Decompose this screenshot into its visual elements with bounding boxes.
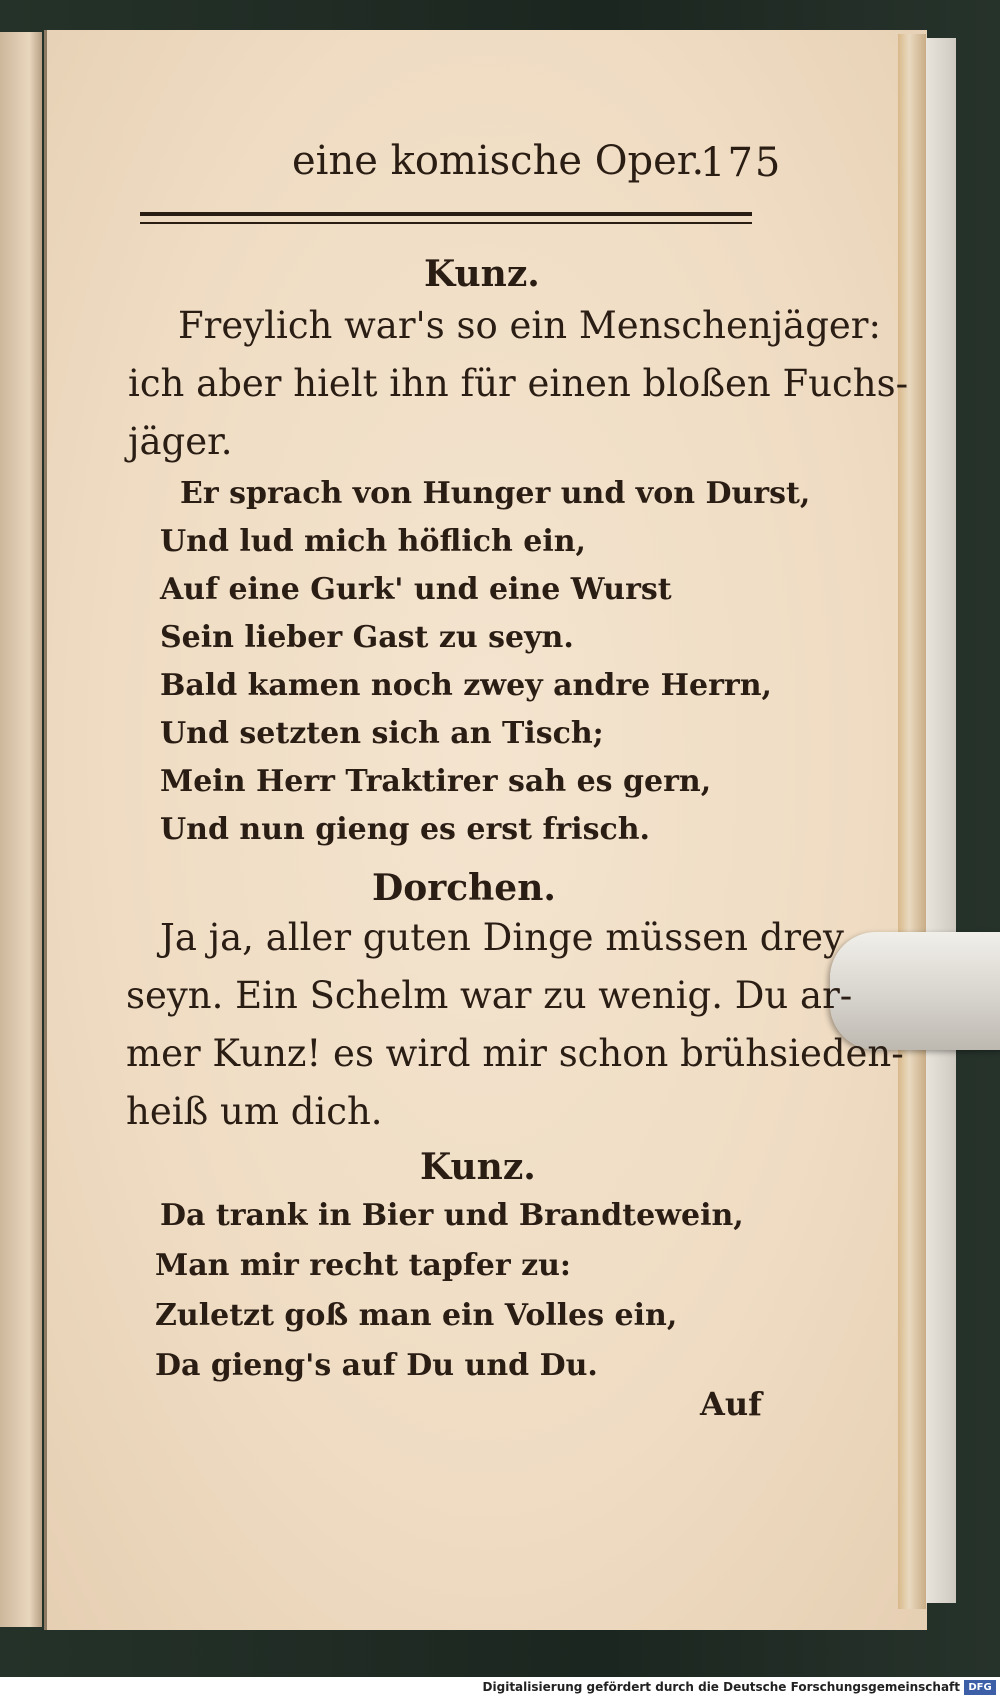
prose-line-7: heiß um dich.	[126, 1090, 383, 1133]
speaker-kunz-1: Kunz.	[424, 253, 540, 295]
verse-line-5: Bald kamen noch zwey andre Herrn,	[160, 668, 772, 703]
running-title: eine komische Oper.	[292, 138, 705, 184]
prose-line-4: Ja ja, aller guten Dinge müssen drey	[160, 916, 844, 959]
verse-line-1: Er sprach von Hunger und von Durst,	[180, 476, 811, 511]
prose-line-5: seyn. Ein Schelm war zu wenig. Du ar-	[126, 974, 853, 1017]
footer-credit: Digitalisierung gefördert durch die Deutsche Forschungsgemeinschaft	[482, 1680, 960, 1694]
verse-line-3: Auf eine Gurk' und eine Wurst	[160, 572, 672, 607]
cover-edge	[926, 38, 956, 1603]
speaker-dorchen: Dorchen.	[372, 867, 556, 909]
catchword: Auf	[700, 1385, 762, 1423]
verse-line-10: Man mir recht tapfer zu:	[155, 1248, 572, 1283]
verse-line-7: Mein Herr Traktirer sah es gern,	[160, 764, 712, 799]
page-number: 175	[700, 140, 783, 186]
header-rule-thin	[140, 222, 752, 224]
speaker-kunz-2: Kunz.	[420, 1146, 536, 1188]
footer-bar	[0, 1677, 1000, 1699]
verse-line-4: Sein lieber Gast zu seyn.	[160, 620, 574, 655]
prose-line-6: mer Kunz! es wird mir schon brühsieden-	[126, 1032, 904, 1075]
dfg-logo: DFG	[964, 1680, 996, 1695]
header-rule-thick	[140, 212, 752, 216]
prose-line-3: jäger.	[128, 420, 233, 463]
verse-line-6: Und setzten sich an Tisch;	[160, 716, 604, 751]
prose-line-2: ich aber hielt ihn für einen bloßen Fuchs-	[128, 362, 909, 405]
left-page-edge	[0, 32, 42, 1627]
prose-line-1: Freylich war's so ein Menschenjäger:	[178, 304, 881, 347]
page-stack-edge	[898, 34, 926, 1609]
verse-line-9: Da trank in Bier und Brandtewein,	[160, 1198, 744, 1233]
verse-line-8: Und nun gieng es erst frisch.	[160, 812, 650, 847]
verse-line-11: Zuletzt goß man ein Volles ein,	[155, 1298, 678, 1333]
verse-line-12: Da gieng's auf Du und Du.	[155, 1348, 598, 1383]
verse-line-2: Und lud mich höflich ein,	[160, 524, 586, 559]
